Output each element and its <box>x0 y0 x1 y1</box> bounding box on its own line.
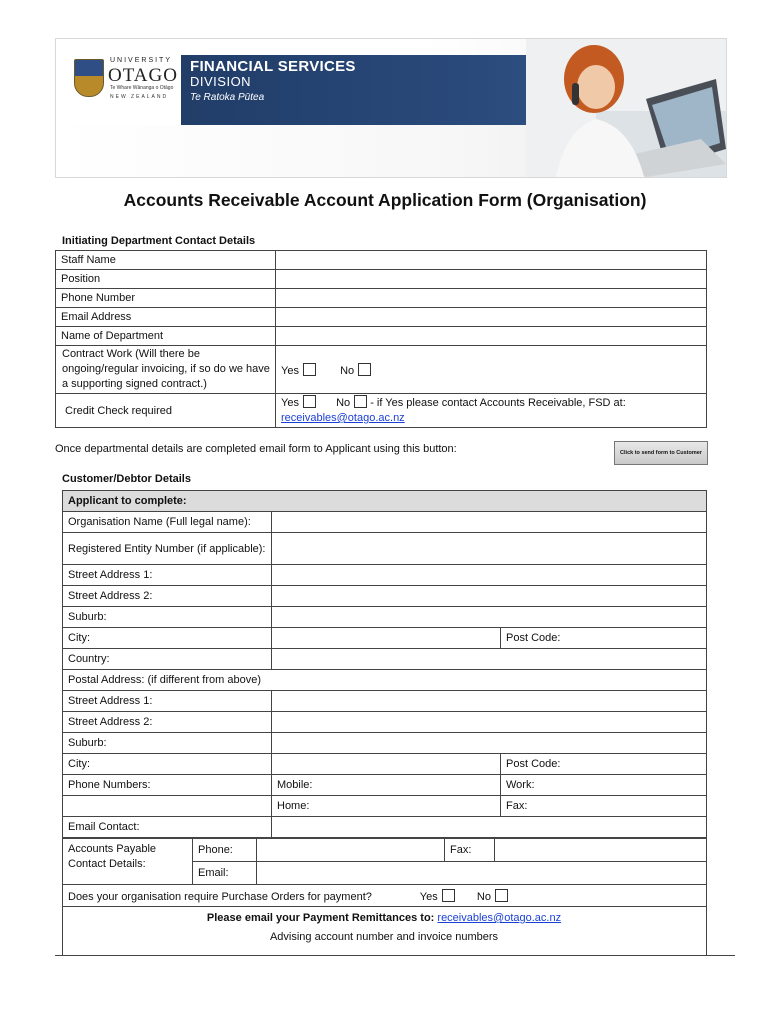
fax-label: Fax: <box>506 800 528 812</box>
post-code-label: Post Code: <box>506 632 561 644</box>
country-label: Country: <box>63 649 272 670</box>
staff-name-field[interactable] <box>276 251 707 270</box>
footer-divider <box>55 955 735 956</box>
otago-label: OTAGO <box>108 65 178 86</box>
financial-services-title: FINANCIAL SERVICES <box>190 58 356 75</box>
postal-suburb-label: Suburb: <box>63 733 272 754</box>
work-field[interactable] <box>501 775 707 796</box>
street1-label: Street Address 1: <box>63 565 272 586</box>
po-question-row <box>63 885 707 907</box>
org-name-label: Organisation Name (Full legal name): <box>63 512 272 533</box>
contract-yes-checkbox[interactable] <box>303 363 316 376</box>
position-label: Position <box>56 270 276 289</box>
receivables-email-link[interactable]: receivables@otago.ac.nz <box>281 412 405 424</box>
page-title: Accounts Receivable Account Application Form (Organisation) <box>123 190 647 210</box>
street2-field[interactable] <box>272 586 707 607</box>
po-no-checkbox[interactable] <box>495 889 508 902</box>
position-field[interactable] <box>276 270 707 289</box>
postal-street1-field[interactable] <box>272 691 707 712</box>
postal-suburb-field[interactable] <box>272 733 707 754</box>
postal-street1-label: Street Address 1: <box>63 691 272 712</box>
department-name-field[interactable] <box>276 327 707 346</box>
org-name-field[interactable] <box>272 512 707 533</box>
accounts-payable-table <box>62 838 707 907</box>
po-yes-checkbox[interactable] <box>442 889 455 902</box>
staff-name-label: Staff Name <box>56 251 276 270</box>
customer-section-heading: Customer/Debtor Details <box>62 473 191 485</box>
new-zealand-label: NEW ZEALAND <box>110 94 169 100</box>
ap-phone-field[interactable] <box>257 839 445 862</box>
home-label: Home: <box>277 800 310 812</box>
remittance-line <box>62 912 706 924</box>
university-crest-icon <box>74 59 104 97</box>
applicant-address-table <box>62 490 707 838</box>
post-code-field[interactable] <box>501 628 707 649</box>
ap-email-field[interactable] <box>257 862 707 885</box>
street1-field[interactable] <box>272 565 707 586</box>
suburb-label: Suburb: <box>63 607 272 628</box>
university-label: UNIVERSITY <box>110 57 173 64</box>
ap-fax-field[interactable] <box>495 839 707 862</box>
maori-subtitle: Te Ratoka Pūtea <box>190 92 265 103</box>
division-title: DIVISION <box>190 74 252 89</box>
credit-no-checkbox[interactable] <box>354 395 367 408</box>
mobile-label: Mobile: <box>277 779 313 791</box>
initiating-section-heading: Initiating Department Contact Details <box>62 235 256 247</box>
phone-number-label: Phone Number <box>56 289 276 308</box>
ap-fax-label: Fax: <box>445 839 495 862</box>
po-question-label: Does your organisation require Purchase Orders for payment? <box>68 890 372 903</box>
credit-no-label: No <box>336 397 351 409</box>
ap-email-label: Email: <box>193 862 257 885</box>
email-contact-field[interactable] <box>272 817 707 838</box>
mobile-field[interactable] <box>272 775 501 796</box>
send-to-customer-button[interactable]: Click to send form to Customer <box>614 441 708 465</box>
postal-post-code-label: Post Code: <box>506 758 561 770</box>
blank-cell <box>63 796 272 817</box>
office-worker-photo-icon <box>526 39 726 177</box>
ap-contact-label: Accounts Payable Contact Details: <box>63 839 193 885</box>
email-address-field[interactable] <box>276 308 707 327</box>
university-maori-label: Te Whare Wānanga o Otāgo <box>110 85 174 91</box>
postal-address-label: Postal Address: (if different from above) <box>63 670 707 691</box>
postal-street2-label: Street Address 2: <box>63 712 272 733</box>
contract-no-checkbox[interactable] <box>358 363 371 376</box>
suburb-field[interactable] <box>272 607 707 628</box>
phone-number-field[interactable] <box>276 289 707 308</box>
email-address-label: Email Address <box>56 308 276 327</box>
reg-entity-field[interactable] <box>272 533 707 565</box>
postal-city-field[interactable] <box>272 754 501 775</box>
phone-numbers-label: Phone Numbers: <box>63 775 272 796</box>
postal-post-code-field[interactable] <box>501 754 707 775</box>
contract-no-label: No <box>340 364 355 377</box>
applicant-heading: Applicant to complete: <box>63 491 707 512</box>
contract-work-label: Contract Work (Will there be ongoing/regular invoicing, if so do we have a supporting signed contract.) <box>56 346 276 394</box>
fax-field[interactable] <box>501 796 707 817</box>
advising-text: Advising account number and invoice numbers <box>269 931 499 943</box>
contract-yes-label: Yes <box>281 364 299 377</box>
email-contact-label: Email Contact: <box>63 817 272 838</box>
po-yes-label: Yes <box>419 890 438 903</box>
country-field[interactable] <box>272 649 707 670</box>
initiating-contact-table <box>55 250 707 428</box>
contract-work-options <box>276 346 707 394</box>
department-name-label: Name of Department <box>56 327 276 346</box>
remittance-email-link[interactable]: receivables@otago.ac.nz <box>437 912 562 924</box>
reg-entity-label: Registered Entity Number (if applicable): <box>63 533 272 565</box>
credit-check-note: - if Yes please contact Accounts Receivable, FSD at: <box>370 397 626 409</box>
street2-label: Street Address 2: <box>63 586 272 607</box>
city-field[interactable] <box>272 628 501 649</box>
credit-check-label: Credit Check required <box>56 394 276 428</box>
home-field[interactable] <box>272 796 501 817</box>
ap-phone-label: Phone: <box>193 839 257 862</box>
postal-street2-field[interactable] <box>272 712 707 733</box>
send-instruction-text: Once departmental details are completed email form to Applicant using this button: <box>55 443 457 455</box>
work-label: Work: <box>506 779 535 791</box>
credit-yes-label: Yes <box>281 397 299 409</box>
credit-yes-checkbox[interactable] <box>303 395 316 408</box>
postal-city-label: City: <box>63 754 272 775</box>
city-label: City: <box>63 628 272 649</box>
remittance-label: Please email your Payment Remittances to: <box>206 912 435 924</box>
header-banner <box>55 38 727 178</box>
credit-check-options <box>276 394 707 428</box>
po-no-label: No <box>476 890 491 903</box>
